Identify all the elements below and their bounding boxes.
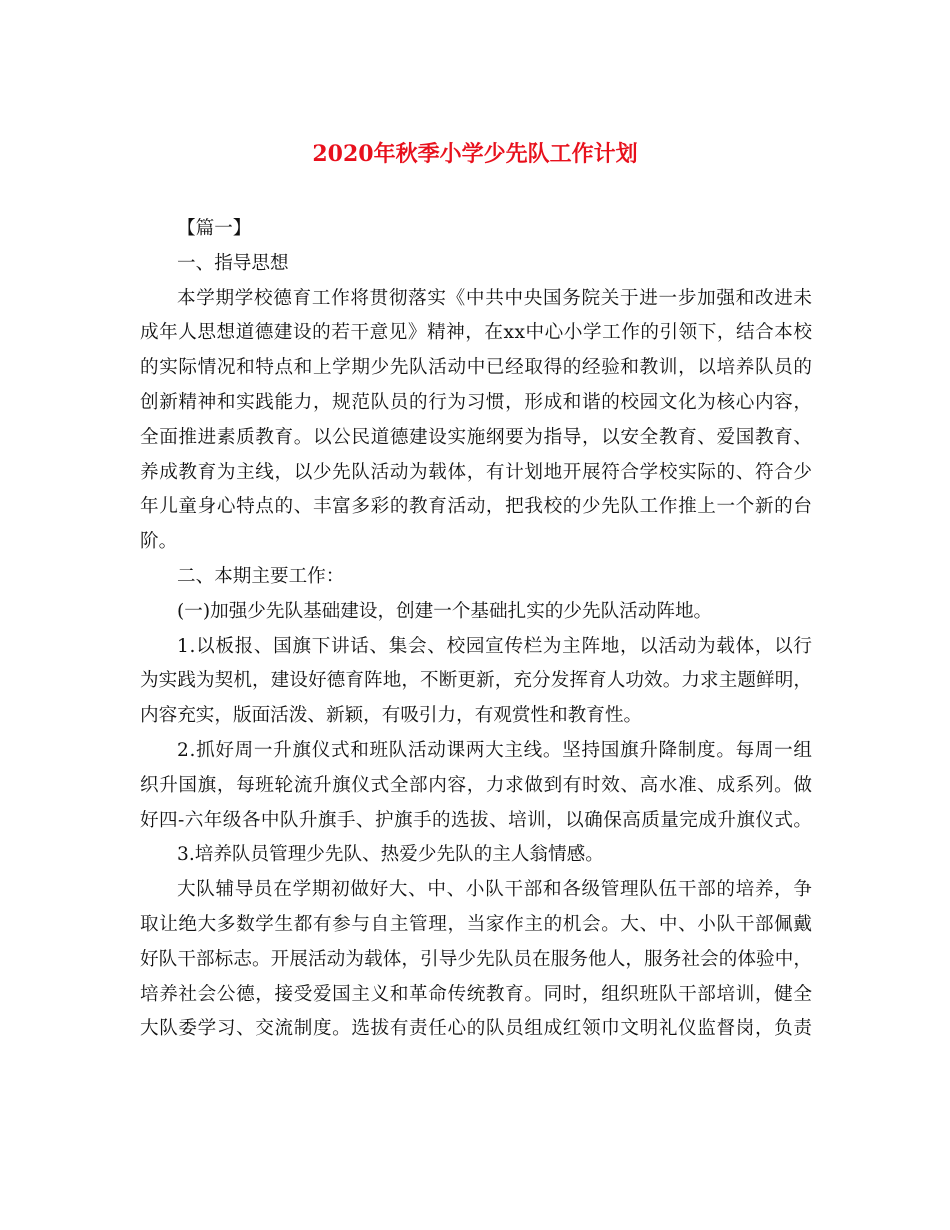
body-line: 内容充实，版面活泼、新颖，有吸引力，有观赏性和教育性。	[140, 705, 643, 727]
body-line: 阶。	[140, 531, 178, 553]
body-line: 【篇一】	[177, 218, 252, 239]
body-line: 年儿童身心特点的、丰富多彩的教育活动，把我校的少先队工作推上一个新的台	[140, 496, 813, 518]
body-line: 大队辅导员在学期初做好大、中、小队干部和各级管理队伍干部的培养，争	[177, 879, 813, 901]
body-line: 全面推进素质教育。以公民道德建设实施纲要为指导，以安全教育、爱国教育、	[140, 426, 813, 448]
body-line: 2.抓好周一升旗仪式和班队活动课两大主线。坚持国旗升降制度。每周一组	[177, 739, 813, 761]
body-line: 二、本期主要工作：	[177, 565, 345, 587]
body-line: (一)加强少先队基础建设，创建一个基础扎实的少先队活动阵地。	[177, 600, 713, 622]
body-line: 一、指导思想	[177, 252, 289, 274]
body-line: 1.以板报、国旗下讲话、集会、校园宣传栏为主阵地，以活动为载体，以行	[177, 635, 813, 657]
body-line: 取让绝大多数学生都有参与自主管理，当家作主的机会。大、中、小队干部佩戴	[140, 913, 813, 935]
body-line: 成年人思想道德建设的若干意见》精神，在xx中心小学工作的引领下，结合本校	[140, 322, 813, 344]
body-line: 为实践为契机，建设好德育阵地，不断更新，充分发挥育人功效。力求主题鲜明，	[140, 670, 813, 692]
body-line: 好队干部标志。开展活动为载体，引导少先队员在服务他人，服务社会的体验中，	[140, 948, 813, 970]
body-line: 培养社会公德，接受爱国主义和革命传统教育。同时，组织班队干部培训，健全	[140, 983, 813, 1005]
body-line: 的实际情况和特点和上学期少先队活动中已经取得的经验和教训，以培养队员的	[140, 357, 813, 379]
body-line: 大队委学习、交流制度。选拔有责任心的队员组成红领巾文明礼仪监督岗，负责	[140, 1018, 813, 1040]
body-line: 织升国旗，每班轮流升旗仪式全部内容，力求做到有时效、高水准、成系列。做	[140, 774, 813, 796]
document-body	[140, 212, 812, 1047]
body-line: 好四-六年级各中队升旗手、护旗手的选拔、培训，以确保高质量完成升旗仪式。	[140, 809, 813, 831]
body-line: 本学期学校德育工作将贯彻落实《中共中央国务院关于进一步加强和改进未	[177, 287, 813, 309]
body-line: 创新精神和实践能力，规范队员的行为习惯，形成和谐的校园文化为核心内容，	[140, 391, 813, 413]
body-line: 3.培养队员管理少先队、热爱少先队的主人翁情感。	[177, 844, 604, 866]
document-title: 2020年秋季小学少先队工作计划	[312, 141, 638, 167]
body-line: 养成教育为主线，以少先队活动为载体，有计划地开展符合学校实际的、符合少	[140, 461, 813, 483]
